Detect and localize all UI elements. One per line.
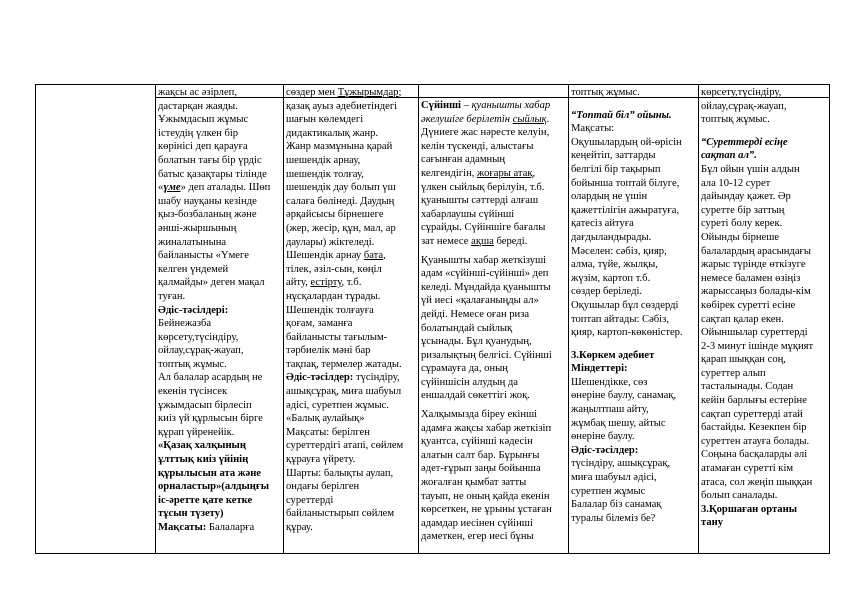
text-line: бойынша топтай білуге, xyxy=(571,177,680,189)
text-line: топтық жұмыс. xyxy=(701,114,770,126)
text-line: қияр, картоп-көкөністер. xyxy=(571,327,683,339)
text-line: Шешендікке, сөз xyxy=(571,376,648,388)
link-term: ақша xyxy=(471,235,494,247)
column-4-text xyxy=(571,86,696,525)
text-line: қыз-бозбаланың және xyxy=(158,209,257,221)
text-line: жаңылтпаш айту, xyxy=(571,404,649,416)
text-line: Соңына басқаларды әлі xyxy=(701,449,808,461)
text-line: ашықсұрақ, миға шабуыл xyxy=(286,386,402,398)
text-line: топтық жұмыс. xyxy=(571,87,640,98)
text-line: атаса, сол жеңіп шыққан xyxy=(701,476,813,488)
text-line: шешендік арнау, xyxy=(286,154,361,166)
activity-title: құрылысын ата және xyxy=(158,467,261,479)
text-line: топтық жұмыс. xyxy=(158,358,227,370)
text-line: өнеріне баулу, санамақ, xyxy=(571,390,677,402)
text-line: кейін барлығы естеріне xyxy=(701,395,807,407)
text-line: даулары) жіктеледі. xyxy=(286,236,375,248)
text-line: Әдіс-тәсілдер: түсіндіру, xyxy=(286,372,400,384)
text-line: тәрбиелік мәні бар xyxy=(286,345,371,357)
text-line: адамға жақсы хабар жеткізіп xyxy=(421,422,552,434)
text-line: көрінісі деп қарауға xyxy=(158,141,248,153)
text-line: суреттер алып xyxy=(701,367,766,379)
section-heading: Міндеттері: xyxy=(571,363,628,375)
text-line: шешендік дау болып үш xyxy=(286,182,396,194)
link-term: естірту xyxy=(310,277,342,289)
text-line: адам «сүйінші-сүйінші» деп xyxy=(421,268,549,280)
text-line: құрауға үйрету. xyxy=(286,454,356,466)
text-line: Ойынды бірнеше xyxy=(701,231,780,243)
text-line: Қуанышты хабар жеткізуші xyxy=(421,254,547,266)
text-line: алма, түйе, жылқы, xyxy=(571,259,658,271)
text-line: сақтап суреттерді атай xyxy=(701,408,803,420)
text-line: болатындай сыйлық xyxy=(421,322,513,334)
text-line: өнеріне баулу. xyxy=(571,431,635,443)
text-line: жарыс түрінде өткізуге xyxy=(701,259,806,271)
text-line: тілек, әзіл-сын, көңіл xyxy=(286,263,382,275)
text-line: тақпақ, термелер жатады. xyxy=(286,358,402,370)
text-line: туған. xyxy=(158,290,186,302)
text-line: Балалар біз санамақ xyxy=(571,499,662,511)
text-line: үлкен сыйлық берілуін, т.б. xyxy=(421,181,545,193)
text-line: Бейнежазба xyxy=(158,318,212,330)
text-line: суреттерді xyxy=(286,494,334,506)
text-line: ұсынады. Бұл қуанудың, xyxy=(421,336,532,348)
link-term: жоғары атақ xyxy=(477,167,533,179)
section-heading: 3.Қоршаған ортаны xyxy=(701,503,797,515)
table-column-4 xyxy=(569,85,699,553)
text-line: нұсқалардан тұрады. xyxy=(286,290,381,302)
text-line: сұрамауға да, оның xyxy=(421,363,508,375)
text-line: ондағы берілген xyxy=(286,481,360,493)
text-line: Мақсаты: Балаларға xyxy=(158,522,255,533)
link-term: сыйлық xyxy=(512,113,547,125)
text-line: «Балық аулайық» xyxy=(286,413,365,425)
activity-title: «Қазақ халқының xyxy=(158,440,246,452)
text-line: кеңейтіп, заттарды xyxy=(571,150,656,162)
text-line: киіз үй құрлысын бірге xyxy=(158,413,263,425)
text-line: қажеттілігін ажыратуға, xyxy=(571,204,680,216)
text-line: дайындау қажет. Әр xyxy=(701,191,791,203)
text-line: қоғам, заманға xyxy=(286,318,353,330)
text-line: жиналатынына xyxy=(158,236,227,248)
text-line: ойлау,сұрақ-жауап, xyxy=(158,345,244,357)
game-title: “Топтай біл” ойыны. xyxy=(571,109,672,121)
text-line: үй иесі «қалағаныңды ал» xyxy=(421,295,539,307)
text-line: туралы білеміз бе? xyxy=(571,512,656,524)
text-line: Оқушылардың ой-өрісін xyxy=(571,136,682,148)
text-line: жақсы ас әзірлеп, xyxy=(158,87,237,98)
text-line: әдісі, суретпен жұмыс. xyxy=(286,399,389,411)
column-1-text xyxy=(158,86,281,535)
section-heading: Әдіс-тәсілдер: xyxy=(571,444,639,456)
text-line: Шарты: балықты аулап, xyxy=(286,467,394,479)
text-line: айту, естірту, т.б. xyxy=(286,277,362,289)
text-line: келгендігін, жоғары атақ, xyxy=(421,167,536,179)
text-line: дастарқан жаяды. xyxy=(158,100,238,112)
text-line: суреттен атауға болады. xyxy=(701,435,810,447)
activity-title: орналастыр»(алдыңғы xyxy=(158,481,269,493)
text-line: әкелушіге берілетін сыйлық. xyxy=(421,113,550,125)
text-line: ұжымдасып бірлесіп xyxy=(158,399,252,411)
lesson-plan-table xyxy=(35,84,830,554)
table-column-5 xyxy=(699,85,831,553)
text-line: келеді. Мұндайда қуанышты xyxy=(421,281,551,293)
text-line: Ұжымдасып жұмыс xyxy=(158,114,249,126)
section-heading: 3.Көркем әдебиет xyxy=(571,349,655,361)
text-line: ойлау,сұрақ-жауап, xyxy=(701,100,787,112)
text-line: келген үндемей xyxy=(158,263,229,275)
text-line: дейді. Немесе оған риза xyxy=(421,308,530,320)
text-line: (жер, жесір, құн, мал, ар xyxy=(286,222,396,234)
text-line: сұрайды. Сүйіншіге бағалы xyxy=(421,222,546,234)
text-line: Шешендік арнау бата, xyxy=(286,250,386,262)
text-line: 2-3 минут ішінде мұқият xyxy=(701,340,814,352)
text-line: шабу науқаны кезінде xyxy=(158,195,257,207)
text-line: көбірек суретті есіне xyxy=(701,299,796,311)
text-line: еншалдай сөкеттігі жоқ. xyxy=(421,390,530,402)
text-line: жоғалған қымбат затты xyxy=(421,477,527,489)
game-title: сақтап ал”. xyxy=(701,150,757,162)
activity-title: іс-әретте қате кетке xyxy=(158,494,253,506)
text-line: алатын салт бар. Бұрынғы xyxy=(421,449,540,461)
text-line: әрқайсысы бірнешеге xyxy=(286,209,384,221)
text-line: сүйіншісін алудың да xyxy=(421,376,518,388)
text-line: балалардың арасындағы xyxy=(701,245,811,257)
text-line: Шешендік толғауға xyxy=(286,304,374,316)
text-line: Сүйінші – қуанышты хабар xyxy=(421,100,551,111)
activity-title: ұлттық киіз үйінің xyxy=(158,454,249,466)
text-line: суреті болу керек. xyxy=(701,218,783,230)
text-line: болып саналады. xyxy=(701,490,778,502)
text-line: шешендік толғау, xyxy=(286,168,364,180)
column-5-text xyxy=(701,86,829,530)
text-line: дағдыландырады. xyxy=(571,231,652,243)
text-line: екенін түсінсек xyxy=(158,386,228,398)
text-line: батыс қазақтары тілінде xyxy=(158,168,267,180)
text-line: Жанр мазмұнына қарай xyxy=(286,141,393,153)
table-column-1 xyxy=(156,85,284,553)
activity-title: тұсын түзету) xyxy=(158,508,224,520)
column-2-text xyxy=(286,86,416,535)
text-line: көрсеткен, не ұрыны ұстаған xyxy=(421,504,552,516)
text-line: қуанышты сәттерді алғаш xyxy=(421,195,539,207)
text-line: тауып, не оның қайда екенін xyxy=(421,490,550,502)
text-line: жүзім, картоп т.б. xyxy=(571,272,651,284)
text-line: болатын тағы бір үрдіс xyxy=(158,154,262,166)
column-3-text xyxy=(421,99,566,544)
text-line: Халқымызда біреу екіншi xyxy=(421,409,538,421)
table-column-empty xyxy=(36,85,156,553)
text-line: сөздер беріледі. xyxy=(571,286,643,298)
text-line: сақтап қалар екен. xyxy=(701,313,784,325)
text-line: жарыссаңыз болады-кім xyxy=(701,286,811,298)
term-uime: үме xyxy=(163,182,181,194)
text-line: салаға бөлінеді. Даудың xyxy=(286,195,395,207)
text-line: суретте бір заттың xyxy=(701,204,785,216)
text-line: көрсету,түсіндіру, xyxy=(701,87,782,98)
link-term: бата xyxy=(363,250,384,262)
text-line: Дүниеге жас нәресте келуін, xyxy=(421,127,550,139)
text-line: тасталынады. Содан xyxy=(701,381,794,393)
text-line: әдет-ғұрып заңы бойынша xyxy=(421,463,541,475)
table-column-2 xyxy=(284,85,419,553)
text-line: атамаған суретті кім xyxy=(701,463,794,475)
text-line: қатесіз айтуға xyxy=(571,218,634,230)
text-line: бастайды. Кезекпен бір xyxy=(701,422,807,434)
text-line: байланыстырып сөйлем xyxy=(286,508,395,520)
text-line: хабарлаушы сүйінші xyxy=(421,208,515,220)
text-line: құрап үйренейік. xyxy=(158,426,235,438)
text-line: суретпен жұмыс xyxy=(571,485,646,497)
text-line: сөздер мен Тұжырымдар; xyxy=(286,87,402,98)
text-line: немесе баламен өзіңіз xyxy=(701,272,801,284)
text-line: істеудің үлкен бір xyxy=(158,127,239,139)
text-line: әнші-жыршының xyxy=(158,222,237,234)
text-line: топтап айтады: Сәбіз, xyxy=(571,313,669,325)
text-line: Ойыншылар суреттерді xyxy=(701,327,808,339)
text-line: Мақсаты: берілген xyxy=(286,426,370,438)
text-line: Оқушылар бұл сөздерді xyxy=(571,299,679,311)
section-heading: Әдіс-тәсілдері: xyxy=(158,304,229,316)
text-line: қазақ ауыз әдебиетіндегі xyxy=(286,100,398,112)
link-term: Тұжырымдар xyxy=(337,87,399,98)
text-line: миға шабуыл әдісі, xyxy=(571,472,657,484)
text-line: көрсету,түсіндіру, xyxy=(158,331,239,343)
text-line: адамдар иесінен сүйінші xyxy=(421,517,533,529)
text-line: құрау. xyxy=(286,522,313,533)
text-line: ризалықтың белгісі. Сүйінші xyxy=(421,349,552,361)
game-title: “Суреттерді есіңе xyxy=(701,136,788,148)
text-line: байланысты «Үмеге xyxy=(158,250,249,262)
text-line: суреттердігі атапі, сөйлем xyxy=(286,440,404,452)
text-line: қалмайды» деген мақал xyxy=(158,277,265,289)
text-line: қарап шыққан соң, xyxy=(701,354,786,366)
text-line: келін түскенді, алыстағы xyxy=(421,140,534,152)
text-line: зат немесе ақша береді. xyxy=(421,235,528,247)
text-line: ала 10-12 сурет xyxy=(701,177,771,189)
text-line: Мәселен: сәбіз, қияр, xyxy=(571,245,667,257)
text-line: дәметкен, егер иесі бұны xyxy=(421,531,534,543)
text-line: байланысты тағылым- xyxy=(286,331,388,343)
section-heading: тану xyxy=(701,517,724,529)
text-line: сағынған адамның xyxy=(421,154,505,166)
text-line: жұмбақ шешу, айтыс xyxy=(571,417,666,429)
text-line: Ал балалар асардың не xyxy=(158,372,263,384)
text-line: Мақсаты: xyxy=(571,123,615,135)
text-line: қуантса, сүйінші кәдесін xyxy=(421,436,533,448)
text-line: белгілі бір тақырып xyxy=(571,163,661,175)
text-line: «үме» деп аталады. Шөп xyxy=(158,182,271,194)
text-line: шағын көлемдегі xyxy=(286,114,364,126)
text-line: түсіндіру, ашықсұрақ, xyxy=(571,458,671,470)
table-column-3 xyxy=(419,85,569,553)
text-line: Бұл ойын үшін алдын xyxy=(701,163,800,175)
text-line: олардың не үшін xyxy=(571,191,648,203)
text-line: дидактикалық жанр. xyxy=(286,127,379,139)
